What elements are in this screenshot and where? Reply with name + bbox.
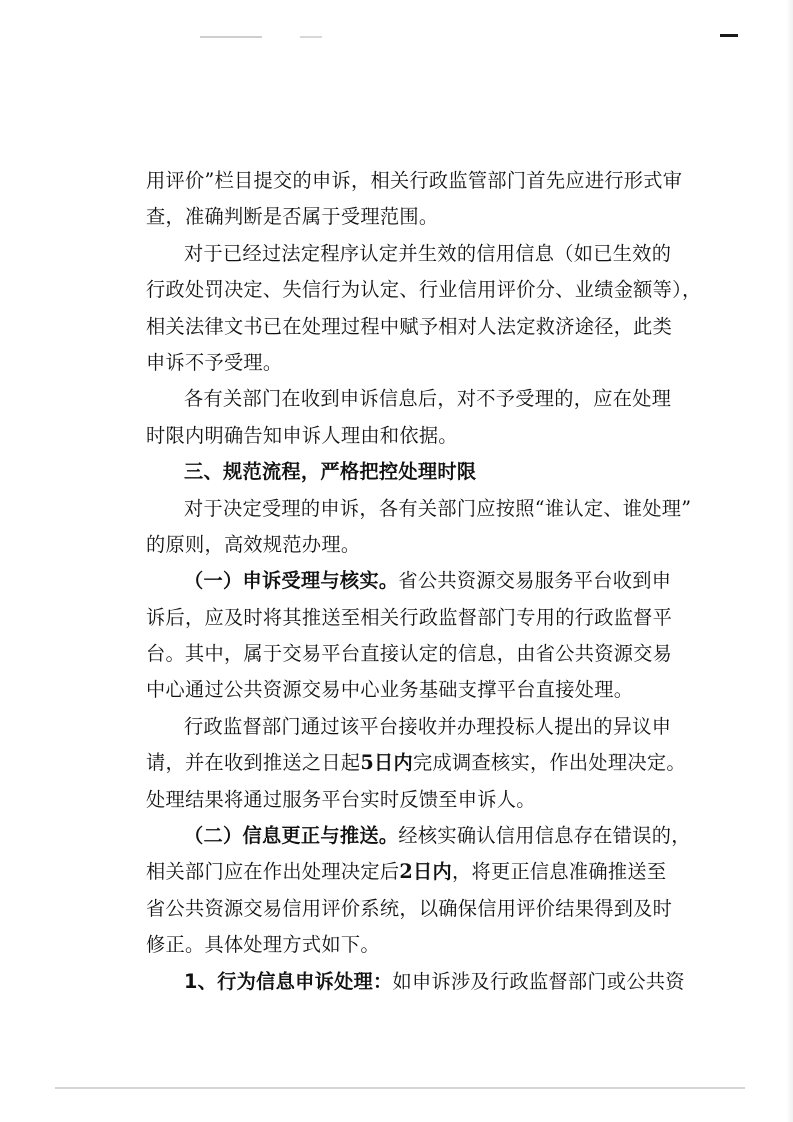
text-line: 中心通过公共资源交易中心业务基础支撑平台直接处理。 (146, 678, 634, 702)
text-run: 完成调查核实，作出处理决定。 (413, 751, 686, 775)
subsection-line (146, 964, 685, 1000)
paragraph-start-line: 各有关部门在收到申诉信息后，对不予受理的，应在处理 (184, 387, 672, 411)
text-line: 处理结果将通过服务平台实时反馈至申诉人。 (146, 787, 536, 811)
scan-artifact-top (200, 36, 262, 38)
text-run: 如申诉涉及行政监督部门或公共资 (392, 969, 685, 993)
page-edge-shadow (786, 0, 793, 1122)
text-line: 诉后，应及时将其推送至相关行政监督部门专用的行政监督平 (146, 605, 673, 629)
text-run: 相关部门应在作出处理决定后 (146, 860, 400, 884)
text-line (146, 854, 666, 890)
text-line (146, 745, 686, 781)
paragraph-start-line: 行政监督部门通过该平台接收并办理投标人提出的异议申 (184, 714, 672, 738)
text-line: 省公共资源交易信用评价系统，以确保信用评价结果得到及时 (146, 896, 673, 920)
text-run: 经核实确认信用信息存在错误的， (398, 824, 691, 848)
text-line: 的原则，高效规范办理。 (146, 532, 361, 556)
document-body (146, 163, 702, 1000)
subsection-line (146, 818, 691, 854)
subsection-title: （一）申诉受理与核实。 (184, 569, 399, 593)
scan-artifact-mark (720, 34, 738, 37)
subsection-title: （二）信息更正与推送。 (184, 824, 399, 848)
text-run: 省公共资源交易服务平台收到申 (398, 569, 672, 593)
item-title: 1、行为信息申诉处理： (184, 969, 393, 993)
text-line: 修正。具体处理方式如下。 (146, 933, 380, 957)
deadline-emphasis: 2日内 (399, 860, 452, 884)
text-line: 行政处罚决定、失信行为认定、行业信用评价分、业绩金额等）， (146, 278, 702, 302)
text-line: 申诉不予受理。 (146, 350, 283, 374)
scan-artifact-top-2 (300, 36, 322, 38)
text-line: 查，准确判断是否属于受理范围。 (146, 205, 439, 229)
text-run: ，将更正信息准确推送至 (451, 860, 667, 884)
subsection-line (146, 563, 672, 599)
scan-artifact-bottom (55, 1087, 745, 1089)
text-line: 相关法律文书已在处理过程中赋予相对人法定救济途径，此类 (146, 314, 673, 338)
paragraph-start-line: 对于决定受理的申诉，各有关部门应按照“谁认定、谁处理” (184, 496, 692, 520)
deadline-emphasis: 5日内 (360, 751, 414, 775)
paragraph-start-line: 对于已经过法定程序认定并生效的信用信息（如已生效的 (184, 241, 672, 265)
text-line: 用评价”栏目提交的申诉，相关行政监管部门首先应进行形式审 (146, 169, 683, 192)
text-line: 时限内明确告知申诉人理由和依据。 (146, 423, 458, 447)
section-heading: 三、规范流程，严格把控处理时限 (184, 460, 477, 484)
text-line: 台。其中，属于交易平台直接认定的信息，由省公共资源交易 (146, 642, 673, 666)
text-run: 请，并在收到推送之日起 (146, 751, 361, 775)
